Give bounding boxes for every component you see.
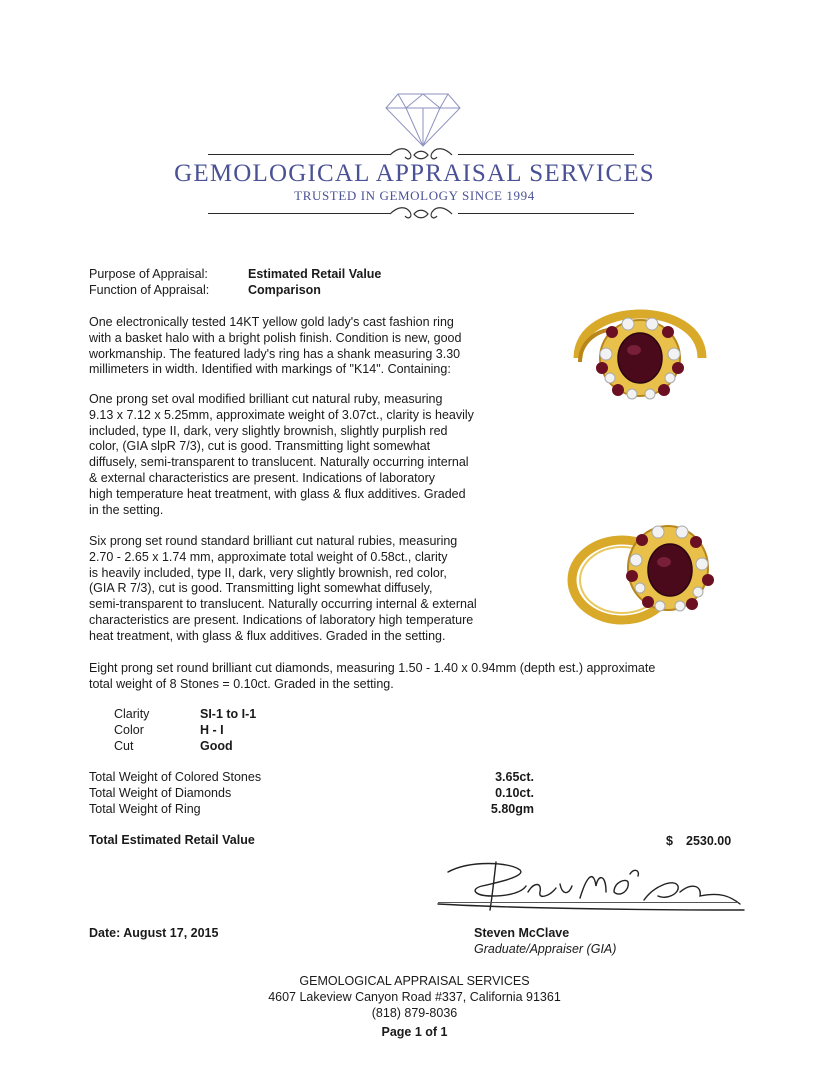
ornament-swirl-icon: [386, 204, 456, 224]
total-label-diamonds: Total Weight of Diamonds: [89, 786, 232, 800]
spec-value-clarity: SI-1 to I-1: [200, 707, 257, 721]
diamond-logo-icon: [384, 92, 462, 148]
purpose-value: Estimated Retail Value: [248, 267, 382, 281]
spec-label-cut: Cut: [114, 739, 134, 753]
footer-address: 4607 Lakeview Canyon Road #337, California 91361: [268, 990, 561, 1004]
retail-amount: 2530.00: [686, 834, 732, 848]
function-label: Function of Appraisal:: [89, 283, 210, 297]
function-value: Comparison: [248, 283, 321, 297]
signature-line: [438, 902, 738, 903]
footer-company: GEMOLOGICAL APPRAISAL SERVICES: [299, 974, 530, 988]
company-tagline: TRUSTED IN GEMOLOGY SINCE 1994: [294, 188, 535, 203]
company-name: GEMOLOGICAL APPRAISAL SERVICES: [174, 160, 655, 187]
appraiser-title: Graduate/Appraiser (GIA): [474, 942, 617, 956]
description-diamonds: Eight prong set round brilliant cut diamonds, measuring 1.50 - 1.40 x 0.94mm (depth est.) approximate total weight of 8 Stones = 0.10ct. Graded in the setting.: [89, 661, 656, 691]
purpose-label: Purpose of Appraisal:: [89, 267, 208, 281]
appraiser-name: Steven McClave: [474, 926, 570, 940]
header-rule-bottom-left: [208, 213, 390, 214]
description-ring: One electronically tested 14KT yellow gold lady's cast fashion ring with a basket halo with a bright polish finish. Condition is new, good workmanship. The featured lady's ring has a shank measuring 3.30 millimeters in width. Identified with markings of "K14". Containing:: [89, 315, 462, 377]
total-label-ring: Total Weight of Ring: [89, 802, 201, 816]
appraisal-date: Date: August 17, 2015: [89, 926, 219, 940]
total-label-colored-stones: Total Weight of Colored Stones: [89, 770, 262, 784]
header-rule-top-right: [458, 154, 634, 155]
spec-label-clarity: Clarity: [114, 707, 150, 721]
header-rule-top-left: [208, 154, 390, 155]
ring-side-view-image: [562, 508, 722, 628]
ring-top-view-image: [570, 300, 710, 410]
appraiser-signature-image: [430, 852, 750, 922]
total-value-ring: 5.80gm: [490, 802, 534, 816]
spec-value-cut: Good: [200, 739, 233, 753]
total-value-diamonds: 0.10ct.: [495, 786, 534, 800]
retail-value-label: Total Estimated Retail Value: [89, 833, 255, 847]
spec-value-color: H - I: [200, 723, 224, 737]
description-side-rubies: Six prong set round standard brilliant cut natural rubies, measuring 2.70 - 2.65 x 1.74 mm, approximate total weight of 0.58ct., clarity is heavily included, type II, dark, very slightly brownish, red color, (GIA R 7/3), cut is good. Transmitting light somewhat diffusely, semi-transparent to translucent. Naturally occurring internal & external characteristics are present. Indications of laboratory high temperature heat treatment, with glass & flux additives. Graded in the setting.: [89, 534, 477, 643]
total-value-colored-stones: 3.65ct.: [495, 770, 534, 784]
description-center-ruby: One prong set oval modified brilliant cut natural ruby, measuring 9.13 x 7.12 x 5.25mm, approximate weight of 3.07ct., clarity is heavily included, type II, dark, very slightly brownish, slightly purplish red color, (GIA slpR 7/3), cut is good. Transmitting light somewhat diffusely, semi-transparent to translucent. Naturally occurring internal & external characteristics are present. Indications of laboratory high temperature heat treatment, with glass & flux additives. Graded in the setting.: [89, 392, 474, 517]
spec-label-color: Color: [114, 723, 144, 737]
header-rule-bottom-right: [458, 213, 634, 214]
page-number: Page 1 of 1: [381, 1025, 448, 1039]
footer-phone: (818) 879-8036: [371, 1006, 458, 1020]
retail-currency: $: [666, 834, 673, 848]
